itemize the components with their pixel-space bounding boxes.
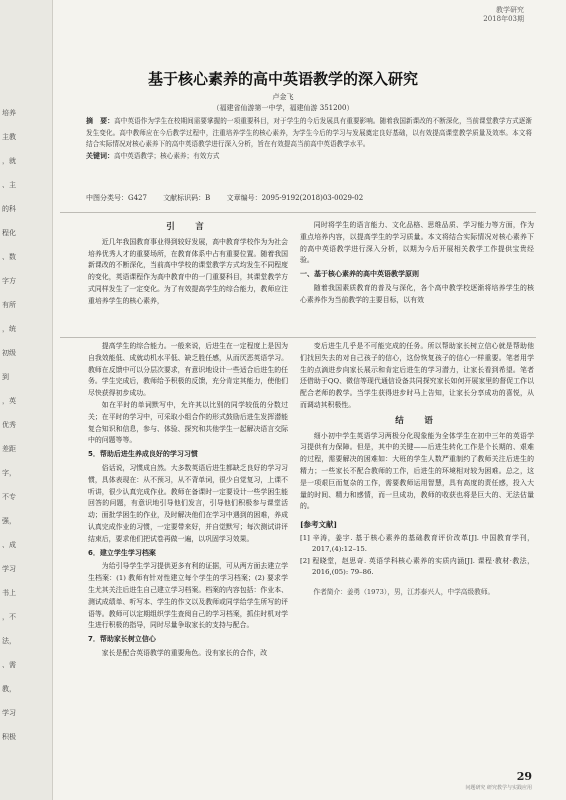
adjacent-page-fragment: 强， (2, 517, 16, 525)
classification-line (86, 193, 377, 203)
adjacent-page-fragment: ，统 (2, 325, 16, 333)
adjacent-page-fragment: 法， (2, 637, 16, 645)
conclusion-heading: 结 语 (395, 415, 439, 426)
reference-item: [1] 辛涛，姜宇. 基于核心素养的基础教育评价改革[J]. 中国教育学刊，2017,(4):12–15. (300, 533, 534, 554)
adjacent-page-fragment: 培养 (2, 109, 16, 117)
adjacent-page-fragment: 字方 (2, 277, 16, 285)
adjacent-page-fragment: 学习 (2, 709, 16, 717)
intro-column-right (300, 220, 534, 307)
left-paragraph-1: 提高学生的综合能力。一般来说，后进生在一定程度上是因为自我效能低、成就动机水平低、缺乏胜任感，从而厌恶英语学习。教师在反馈中可以分层次要求，有意识地设计一些适合后进生的任务。学生完成后，教师给予积极的反馈，充分肯定其能力，使他们尽快获得初步成功。 (88, 342, 288, 398)
section-1-paragraph: 随着我国素质教育的普及与深化，各个高中教学校逐渐将培养学生的核心素养作为当前教学的主要目标，以有效 (300, 283, 534, 304)
adjacent-page-fragment: 主教 (2, 133, 16, 141)
author-name: 卢金飞 (272, 93, 294, 101)
left-paragraph-5: 家长是配合英语教学的重要角色。没有家长的合作，改 (101, 648, 268, 657)
adjacent-page-fragment: 字， (2, 469, 16, 477)
journal-name: 教学研究 (496, 6, 524, 14)
adjacent-page-fragment: 不专 (2, 493, 16, 501)
left-paragraph-3: 俗话说，习惯成自然。大多数英语后进生都缺乏良好的学习习惯，具体表现在：从不预习，从不背单词，很少自觉复习，上课不听讲，很少认真完成作业。教师在备课时一定要设计一些学困生能回答的问题，有意识地引导他们发言，引导他们积极参与课堂活动；面批学困生的作业，及时解决他们在学习中遇到的困难，养成认真完成作业的习惯，一定要带来好，并自觉默写；每次测试讲评结束后，要求他们把试卷再做一遍，以巩固学习效果。 (88, 463, 288, 543)
left-paragraph-4: 为给引导学生学习提供更多有利的证据，可从两方面去建立学生档案：(1) 教师有针对性建立每个学生的学习档案；(2) 要求学生尤其关注后进生自己建立学习档案。档案的内容包括：作业本、测试成绩单、听写本、学生的作文以及教师或同学给学生所写的评语等。教师可以定期组织学生查阅自己的学习档案，抓住时机对学生进行积极的指导，同时尽量争取家长的支持与配合。 (88, 562, 288, 630)
page-number: 29 (516, 770, 532, 783)
subsection-6-heading: 6．建立学生学习档案 (88, 548, 156, 557)
intro-column-left (88, 218, 288, 308)
adjacent-page-fragment: 到 (2, 373, 9, 381)
clc-number: 中图分类号：G427 (86, 194, 147, 202)
intro-paragraph-1: 近几年我国教育事业得到较好发展，高中教育学校作为为社会培养优秀人才的重要场所，在教育体系中占有重要位置。随着我国新课改的不断深化，当前高中学校的课堂教学方式均发生不同程度的变化，英语课程作为高中教育中的一门重要科目，其课堂教学方式同样发生了一定变化。为了有效提高学生的综合能力，教师应注重培养学生的核心素养， (88, 237, 288, 305)
document-code: 文献标识码：B (163, 194, 211, 202)
adjacent-page-fragment: ，就 (2, 157, 16, 165)
adjacent-page-fragment: ，英 (2, 397, 16, 405)
article-number: 文章编号：2095-9192(2018)03-0029-02 (226, 194, 364, 202)
references-heading: [参考文献] (300, 520, 338, 530)
adjacent-page-fragment: 教， (2, 685, 16, 693)
adjacent-page-fragment: 的科 (2, 205, 16, 213)
adjacent-page-fragment: 、主 (2, 181, 16, 189)
journal-issue: 2018年03期 (483, 15, 524, 23)
adjacent-page-fragment: 、成 (2, 541, 16, 549)
subsection-5-heading: 5．帮助后进生养成良好的学习习惯 (88, 450, 198, 459)
adjacent-page-fragment: 程化 (2, 229, 16, 237)
article-divider (60, 337, 536, 338)
adjacent-page-fragment: ，不 (2, 613, 16, 621)
subsection-7-heading: 7．帮助家长树立信心 (88, 635, 156, 644)
adjacent-page-fragment: 有所 (2, 301, 16, 309)
keywords-text: 高中英语教学；核心素养；有效方式 (114, 151, 220, 160)
adjacent-page-fragment: 积极 (2, 733, 16, 741)
abstract-text: 高中英语作为学生在校期间需要掌握的一项重要科目，对于学生的今后发展具有重要影响。随着我国新课改的不断深化，当前课堂教学方式逐渐发生变化。高中教师应在今后教学过程中，注重培养学生的核心素养，为学生今后的学习与发展奠定良好基础，以有效提高课堂教学质量及效率。本文将结合实际情况对核心素养下的高中英语教学进行深入分析，旨在有效提高当前高中英语教学水平。 (86, 117, 533, 149)
abstract-label: 摘 要： (86, 117, 115, 125)
section-1-heading: 一、基于核心素养的高中英语教学原则 (300, 270, 419, 279)
author-bio: 作者简介：姜勇（1973），男，江苏泰兴人，中学高级教师。 (313, 587, 495, 596)
adjacent-page-fragment: 差距 (2, 445, 16, 453)
journal-header (483, 6, 524, 24)
adjacent-page-fragment: 、数 (2, 253, 16, 261)
adjacent-page-fragment: 优秀 (2, 421, 16, 429)
body-column-right (300, 341, 534, 598)
left-paragraph-2: 如在平时的单词默写中，允许其以比别的同学较低的分数过关；在平时的学习中，可采取小组合作的形式鼓励后进生发挥潜能复合知识和信息，参与、体验、探究和共他学生一起解决语言交际中的问题等等。 (88, 400, 288, 445)
paper-title: 基于核心素养的高中英语教学的深入研究 (147, 70, 418, 88)
header-divider (60, 212, 536, 213)
page-gutter (52, 0, 53, 800)
adjacent-page-fragment: 学习 (2, 565, 16, 573)
keywords-label: 关键词： (86, 151, 114, 160)
author-affiliation: （福建省仙游第一中学，福建仙游 351200） (212, 104, 354, 112)
abstract-block (86, 116, 532, 162)
right-paragraph-2: 细小初中学生英语学习两极分化现象能为全体学生在初中三年的英语学习提供有力保障。但是，其中的关键——后进生转化工作是个长期的、艰难的过程，需要解决的困难如：大班的学生人数严重制约了教师关注后进生的精力；一些家长不配合教师的工作，后进生的环境相对较为困难。总之，这是一项艰巨而复杂的工作，需要教师运用智慧，具有高度的责任感，投入大量的时间、精力和感情，而一旦成功，教师的收获也将是巨大的、无法估量的。 (300, 431, 534, 511)
adjacent-page-fragment: 初级 (2, 349, 16, 357)
adjacent-page-fragment: 、需 (2, 661, 16, 669)
reference-item: [2] 程晓堂，赵思奇. 英语学科核心素养的实质内涵[J]. 课程·教材·教法，2016,(05): 79–86. (300, 556, 534, 577)
right-paragraph-1: 变后进生几乎是不可能完成的任务。所以帮助家长树立信心就是帮助他们找回失去的对自己孩子的信心，这份恢复孩子的信心一样重要。笔者用学生的点滴进步向家长展示和肯定后进生的学习潜力，让家长看到希望。笔者还借助于QQ、微信等现代通信设备共同探究家长如何开展家里的督促工作以配合老师的教学。当学生获得进步时马上告知，让家长分享成功的喜悦，从而调动其积极性。 (300, 342, 534, 409)
intro-heading: 引 言 (166, 222, 210, 232)
intro-paragraph-2: 同时将学生的语言能力、文化品格、思维品质、学习能力等方面，作为重点培养内容，以提高学生的学习质量。本文将结合实际情况对核心素养下的高中英语教学进行深入分析，以期为今后开展相关教学工作提供宝贵经验。 (300, 221, 534, 265)
adjacent-page-strip (0, 0, 52, 800)
adjacent-page-fragment: 书上 (2, 589, 16, 597)
body-column-left (88, 341, 288, 660)
page-footer: 问题研究 研究教学与实践应用 (465, 785, 532, 791)
